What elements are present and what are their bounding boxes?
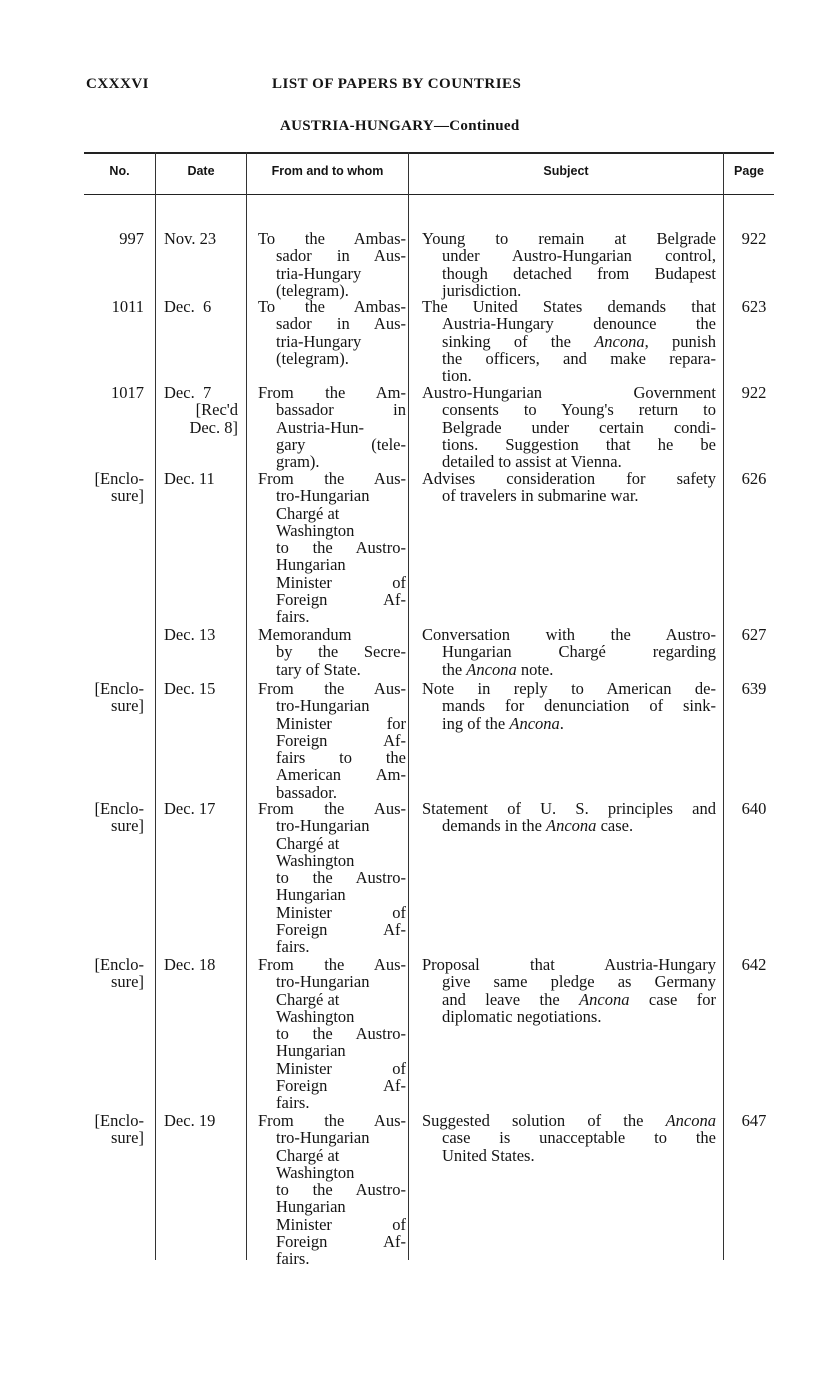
paper-from-to-line: Minister for xyxy=(276,713,406,733)
paper-from-to-line: Chargé at xyxy=(276,833,340,853)
paper-number-line: [Enclo- xyxy=(94,955,144,974)
paper-date xyxy=(164,470,238,487)
paper-number xyxy=(84,470,144,505)
paper-from-to xyxy=(258,230,406,299)
column-header-no: No. xyxy=(109,164,130,178)
paper-subject xyxy=(422,956,716,1025)
paper-date xyxy=(164,1112,238,1129)
paper-subject xyxy=(422,384,716,470)
page-number xyxy=(734,800,774,817)
paper-subject-line: ing of the Ancona. xyxy=(442,713,564,733)
paper-subject-line: tions. Suggestion that he be xyxy=(442,434,716,454)
paper-from-to-line: Hungarian xyxy=(276,1197,346,1217)
paper-from-to-line: From the Aus- xyxy=(258,469,406,488)
paper-from-to-line: Washington xyxy=(276,1006,355,1026)
page-number-value: 626 xyxy=(741,469,767,488)
table-header-rule xyxy=(84,194,774,195)
paper-from-to-line: fairs. xyxy=(276,1093,310,1113)
paper-subject-line: mands for denunciation of sink- xyxy=(442,696,716,716)
paper-number-line: sure] xyxy=(111,1128,144,1148)
paper-from-to-line: bassador. xyxy=(276,782,337,802)
paper-subject-line: The United States demands that xyxy=(422,297,716,316)
paper-subject-line: Hungarian Chargé regarding xyxy=(442,642,716,662)
paper-from-to-line: tria-Hungary xyxy=(276,263,362,283)
paper-number-line: 1017 xyxy=(111,383,144,402)
paper-from-to xyxy=(258,470,406,626)
paper-subject-line: tion. xyxy=(442,366,472,386)
paper-subject-line: the Ancona note. xyxy=(442,659,554,679)
paper-subject-line: Suggested solution of the Ancona xyxy=(422,1111,716,1130)
column-divider xyxy=(246,152,247,1260)
paper-subject-line: case is unacceptable to the xyxy=(442,1128,716,1148)
paper-number-line: [Enclo- xyxy=(94,679,144,698)
paper-subject-line: United States. xyxy=(442,1145,535,1165)
paper-subject-line: Proposal that Austria-Hungary xyxy=(422,955,716,974)
paper-subject-line: Austro-Hungarian Government xyxy=(422,383,716,402)
paper-from-to-line: fairs. xyxy=(276,1249,310,1269)
paper-from-to-line: Foreign Af- xyxy=(276,1076,406,1096)
paper-from-to xyxy=(258,800,406,956)
paper-subject-line: Conversation with the Austro- xyxy=(422,625,716,644)
paper-from-to-line: tary of State. xyxy=(276,659,361,679)
paper-subject xyxy=(422,800,716,835)
page-number-value: 640 xyxy=(741,799,767,818)
paper-from-to-line: Hungarian xyxy=(276,555,346,575)
paper-from-to-line: Washington xyxy=(276,850,355,870)
paper-subject xyxy=(422,230,716,299)
paper-from-to-line: Minister of xyxy=(276,1214,406,1234)
paper-subject xyxy=(422,626,716,678)
paper-from-to-line: to the Austro- xyxy=(276,538,406,558)
paper-number-line: sure] xyxy=(111,816,144,836)
paper-from-to-line: to the Austro- xyxy=(276,1024,406,1044)
paper-date-line: Dec. 18 xyxy=(164,955,216,974)
page-number-value: 647 xyxy=(741,1111,767,1130)
paper-subject-line: Belgrade under certain condi- xyxy=(442,417,716,437)
paper-date-line: Dec. 11 xyxy=(164,469,215,488)
page-number xyxy=(734,470,774,487)
paper-subject-line: diplomatic negotiations. xyxy=(442,1006,602,1026)
paper-date-line: Dec. 13 xyxy=(164,625,216,644)
page-number xyxy=(734,230,774,247)
paper-number-line: [Enclo- xyxy=(94,799,144,818)
paper-number-line: sure] xyxy=(111,696,144,716)
paper-from-to-line: Washington xyxy=(276,1162,355,1182)
paper-from-to-line: Chargé at xyxy=(276,1145,340,1165)
paper-subject-line: under Austro-Hungarian control, xyxy=(442,246,716,266)
paper-subject-line: give same pledge as Germany xyxy=(442,972,716,992)
paper-number xyxy=(84,230,144,247)
paper-from-to-line: bassador in xyxy=(276,400,406,420)
page-number-value: 922 xyxy=(741,229,767,248)
paper-subject-line: and leave the Ancona case for xyxy=(442,989,716,1009)
paper-from-to-line: Hungarian xyxy=(276,885,346,905)
section-title: AUSTRIA-HUNGARY—Continued xyxy=(280,118,520,134)
page-number xyxy=(734,1112,774,1129)
paper-from-to xyxy=(258,384,406,470)
paper-from-to-line: tro-Hungarian xyxy=(276,696,370,716)
column-divider xyxy=(723,152,724,1260)
folio: CXXXVI xyxy=(86,76,149,92)
page-number-value: 642 xyxy=(741,955,767,974)
paper-from-to-line: tria-Hungary xyxy=(276,331,362,351)
paper-number xyxy=(84,1112,144,1147)
paper-number-line: [Enclo- xyxy=(94,1111,144,1130)
column-header-from: From and to whom xyxy=(271,164,384,178)
paper-subject-line: Young to remain at Belgrade xyxy=(422,229,716,248)
paper-from-to-line: Minister of xyxy=(276,572,406,592)
column-header-date: Date xyxy=(187,164,215,178)
page-number-value: 922 xyxy=(741,383,767,402)
paper-date-line: Dec. 15 xyxy=(164,679,216,698)
paper-from-to-line: Washington xyxy=(276,520,355,540)
paper-from-to-line: Foreign Af- xyxy=(276,730,406,750)
paper-date xyxy=(164,384,238,436)
paper-date-line: [Rec'd xyxy=(195,400,238,420)
paper-subject-line: Statement of U. S. principles and xyxy=(422,799,716,818)
paper-subject-line: Note in reply to American de- xyxy=(422,679,716,698)
paper-date xyxy=(164,680,238,697)
paper-from-to xyxy=(258,298,406,367)
paper-date-line: Dec. 19 xyxy=(164,1111,216,1130)
paper-subject-line: sinking of the Ancona, punish xyxy=(442,331,716,351)
paper-from-to-line: To the Ambas- xyxy=(258,297,406,316)
paper-from-to-line: to the Austro- xyxy=(276,868,406,888)
paper-from-to-line: From the Aus- xyxy=(258,955,406,974)
running-title: LIST OF PAPERS BY COUNTRIES xyxy=(272,76,522,92)
paper-from-to-line: sador in Aus- xyxy=(276,314,406,334)
paper-from-to-line: Hungarian xyxy=(276,1041,346,1061)
paper-from-to-line: Minister of xyxy=(276,902,406,922)
paper-number-line: sure] xyxy=(111,972,144,992)
paper-date xyxy=(164,626,238,643)
paper-from-to-line: From the Aus- xyxy=(258,1111,406,1130)
paper-from-to-line: fairs. xyxy=(276,607,310,627)
paper-date-line: Nov. 23 xyxy=(164,229,217,248)
paper-subject-line: Austria-Hungary denounce the xyxy=(442,314,716,334)
page-number-value: 627 xyxy=(741,625,767,644)
paper-from-to xyxy=(258,680,406,801)
paper-subject-line: the officers, and make repara- xyxy=(442,348,716,368)
paper-date-line: Dec. 8] xyxy=(189,417,238,437)
paper-number xyxy=(84,680,144,715)
paper-from-to-line: Foreign Af- xyxy=(276,920,406,940)
paper-number xyxy=(84,384,144,401)
paper-from-to-line: tro-Hungarian xyxy=(276,972,370,992)
page-number xyxy=(734,680,774,697)
paper-from-to-line: to the Austro- xyxy=(276,1180,406,1200)
paper-number-line: 1011 xyxy=(111,297,144,316)
paper-number-line: 997 xyxy=(119,229,144,248)
paper-date xyxy=(164,230,238,247)
page-number xyxy=(734,384,774,401)
paper-from-to-line: (telegram). xyxy=(276,348,349,368)
paper-subject-line: demands in the Ancona case. xyxy=(442,816,634,836)
paper-from-to-line: by the Secre- xyxy=(276,642,406,662)
paper-subject xyxy=(422,470,716,505)
papers-table xyxy=(84,152,774,1269)
column-divider xyxy=(155,152,156,1260)
paper-from-to-line: tro-Hungarian xyxy=(276,486,370,506)
paper-date xyxy=(164,956,238,973)
paper-from-to-line: fairs to the xyxy=(276,748,406,768)
paper-from-to-line: Chargé at xyxy=(276,503,340,523)
paper-from-to-line: Austria-Hun- xyxy=(276,417,364,437)
paper-from-to-line: From the Am- xyxy=(258,383,406,402)
paper-date-line: Dec. 7 xyxy=(164,383,212,402)
page-number-value: 639 xyxy=(741,679,767,698)
paper-number-line: sure] xyxy=(111,486,144,506)
page-number xyxy=(734,626,774,643)
paper-from-to xyxy=(258,626,406,678)
paper-from-to-line: sador in Aus- xyxy=(276,246,406,266)
paper-subject-line: Advises consideration for safety xyxy=(422,469,716,488)
paper-from-to-line: American Am- xyxy=(276,765,406,785)
paper-from-to-line: (telegram). xyxy=(276,280,349,300)
paper-from-to-line: tro-Hungarian xyxy=(276,816,370,836)
paper-subject-line: jurisdiction. xyxy=(442,280,522,300)
paper-subject xyxy=(422,298,716,384)
paper-from-to xyxy=(258,1112,406,1268)
paper-date-line: Dec. 17 xyxy=(164,799,216,818)
paper-date xyxy=(164,800,238,817)
paper-number xyxy=(84,800,144,835)
paper-date xyxy=(164,298,238,315)
paper-from-to-line: From the Aus- xyxy=(258,679,406,698)
paper-number xyxy=(84,298,144,315)
paper-from-to-line: Foreign Af- xyxy=(276,1232,406,1252)
paper-from-to-line: gram). xyxy=(276,452,320,472)
column-header-subject: Subject xyxy=(543,164,589,178)
paper-subject-line: consents to Young's return to xyxy=(442,400,716,420)
paper-from-to-line: From the Aus- xyxy=(258,799,406,818)
table-top-rule xyxy=(84,152,774,154)
paper-subject-line: detailed to assist at Vienna. xyxy=(442,452,622,472)
page-number xyxy=(734,298,774,315)
paper-from-to-line: Memorandum xyxy=(258,625,352,644)
column-header-page: Page xyxy=(734,164,764,178)
paper-subject xyxy=(422,1112,716,1164)
paper-number-line: [Enclo- xyxy=(94,469,144,488)
paper-from-to-line: Minister of xyxy=(276,1058,406,1078)
paper-from-to-line: gary (tele- xyxy=(276,434,406,454)
paper-from-to-line: Foreign Af- xyxy=(276,590,406,610)
paper-subject-line: though detached from Budapest xyxy=(442,263,716,283)
page-number xyxy=(734,956,774,973)
paper-from-to-line: To the Ambas- xyxy=(258,229,406,248)
paper-from-to-line: tro-Hungarian xyxy=(276,1128,370,1148)
paper-from-to-line: Chargé at xyxy=(276,989,340,1009)
paper-number xyxy=(84,956,144,991)
paper-subject xyxy=(422,680,716,732)
paper-subject-line: of travelers in submarine war. xyxy=(442,486,639,506)
paper-from-to-line: fairs. xyxy=(276,937,310,957)
paper-from-to xyxy=(258,956,406,1112)
paper-date-line: Dec. 6 xyxy=(164,297,212,316)
column-divider xyxy=(408,152,409,1260)
page-number-value: 623 xyxy=(741,297,767,316)
